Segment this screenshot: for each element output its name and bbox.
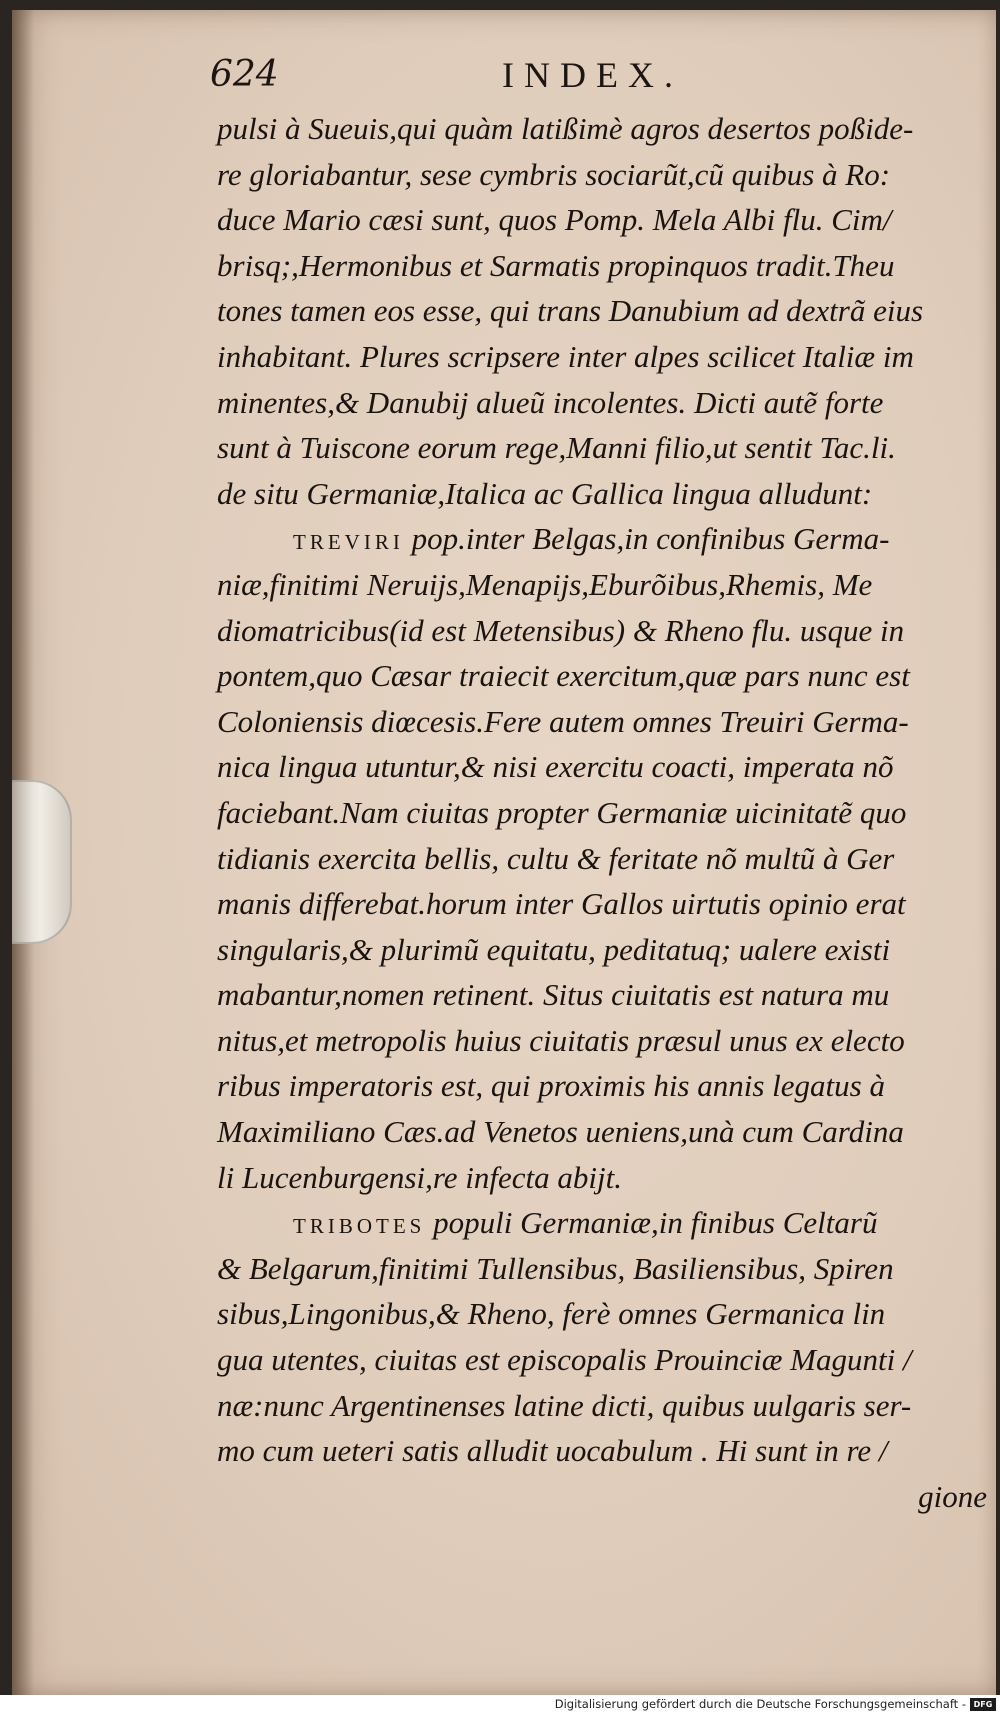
text-line: sunt à Tuiscone eorum rege,Manni filio,ut sentit Tac.li.	[217, 430, 896, 466]
text-line: nitus,et metropolis huius ciuitatis præsul unus ex electo	[217, 1022, 905, 1058]
page-clip	[12, 780, 72, 944]
text-line: ribus imperatoris est, qui proximis his annis legatus à	[217, 1068, 885, 1104]
text-line: & Belgarum,finitimi Tullensibus, Basiliensibus, Spiren	[217, 1250, 894, 1286]
text-line: singularis,& plurimũ equitatu, peditatuq; ualere existi	[217, 931, 891, 967]
text-line: Coloniensis diœcesis.Fere autem omnes Treuiri Germa-	[217, 703, 909, 739]
text-line: minentes,& Danubij alueũ incolentes. Dicti autẽ forte	[217, 384, 884, 420]
text-line: brisq;,Hermonibus et Sarmatis propinquos tradit.Theu	[217, 247, 895, 283]
text-line: inhabitant. Plures scripsere inter alpes scilicet Italiæ im	[217, 338, 914, 374]
text-line: re gloriabantur, sese cymbris sociarũt,cũ quibus à Ro:	[217, 156, 891, 192]
text-line: faciebant.Nam ciuitas propter Germaniæ uicinitatẽ quo	[217, 794, 907, 830]
text-line: Maximiliano Cæs.ad Venetos ueniens,unà cum Cardina	[217, 1114, 904, 1150]
text-line: diomatricibus(id est Metensibus) & Rheno flu. usque in	[217, 612, 905, 648]
text-line: li Lucenburgensi,re infecta abijt.	[217, 1159, 622, 1195]
text-line-fragment: pop.inter Belgas,in confinibus Germa-	[403, 521, 890, 557]
dfg-logo-icon: DFG	[970, 1698, 996, 1711]
entry-head-treviri: TREVIRI	[293, 530, 404, 555]
text-line: tidianis exercita bellis, cultu & feritate nõ multũ à Ger	[217, 840, 895, 876]
page-number: 624	[210, 54, 279, 95]
running-title: INDEX.	[502, 55, 683, 95]
text-line: tones tamen eos esse, qui trans Danubium ad dextrã eius	[217, 293, 924, 329]
page-header	[12, 48, 996, 98]
catchword: gione	[918, 1478, 987, 1514]
footer-bar	[0, 1695, 1000, 1715]
book-page	[12, 10, 996, 1695]
text-line: sibus,Lingonibus,& Rheno, ferè omnes Germanica lin	[217, 1296, 886, 1332]
text-line: manis differebat.horum inter Gallos uirtutis opinio erat	[217, 886, 906, 922]
text-line: duce Mario cæsi sunt, quos Pomp. Mela Albi flu. Cim/	[217, 202, 892, 238]
text-line-fragment: populi Germaniæ,in finibus Celtarũ	[425, 1205, 878, 1241]
text-line: pontem,quo Cæsar traiecit exercitum,quæ pars nunc est	[217, 658, 910, 694]
entry-first-line-treviri	[217, 516, 987, 562]
text-line: de situ Germaniæ,Italica ac Gallica lingua alludunt:	[217, 475, 873, 511]
text-line: mo cum ueteri satis alludit uocabulum . Hi sunt in re /	[217, 1433, 888, 1469]
text-line: næ:nunc Argentinenses latine dicti, quibus uulgaris ser-	[217, 1387, 912, 1423]
entry-head-tribotes: TRIBOTES	[293, 1214, 426, 1239]
body-text	[217, 106, 987, 1519]
text-line: pulsi à Sueuis,qui quàm latißimè agros desertos poßide-	[217, 111, 914, 146]
text-line: gua utentes, ciuitas est episcopalis Prouinciæ Magunti /	[217, 1342, 912, 1378]
entry-first-line-tribotes	[217, 1200, 987, 1246]
text-line: niæ,finitimi Neruijs,Menapijs,Eburõibus,Rhemis, Me	[217, 566, 873, 602]
footer-credit: Digitalisierung gefördert durch die Deutsche Forschungsgemeinschaft -	[554, 1697, 966, 1711]
text-line: nica lingua utuntur,& nisi exercitu coacti, imperata nõ	[217, 749, 894, 785]
text-line: mabantur,nomen retinent. Situs ciuitatis est natura mu	[217, 977, 890, 1013]
